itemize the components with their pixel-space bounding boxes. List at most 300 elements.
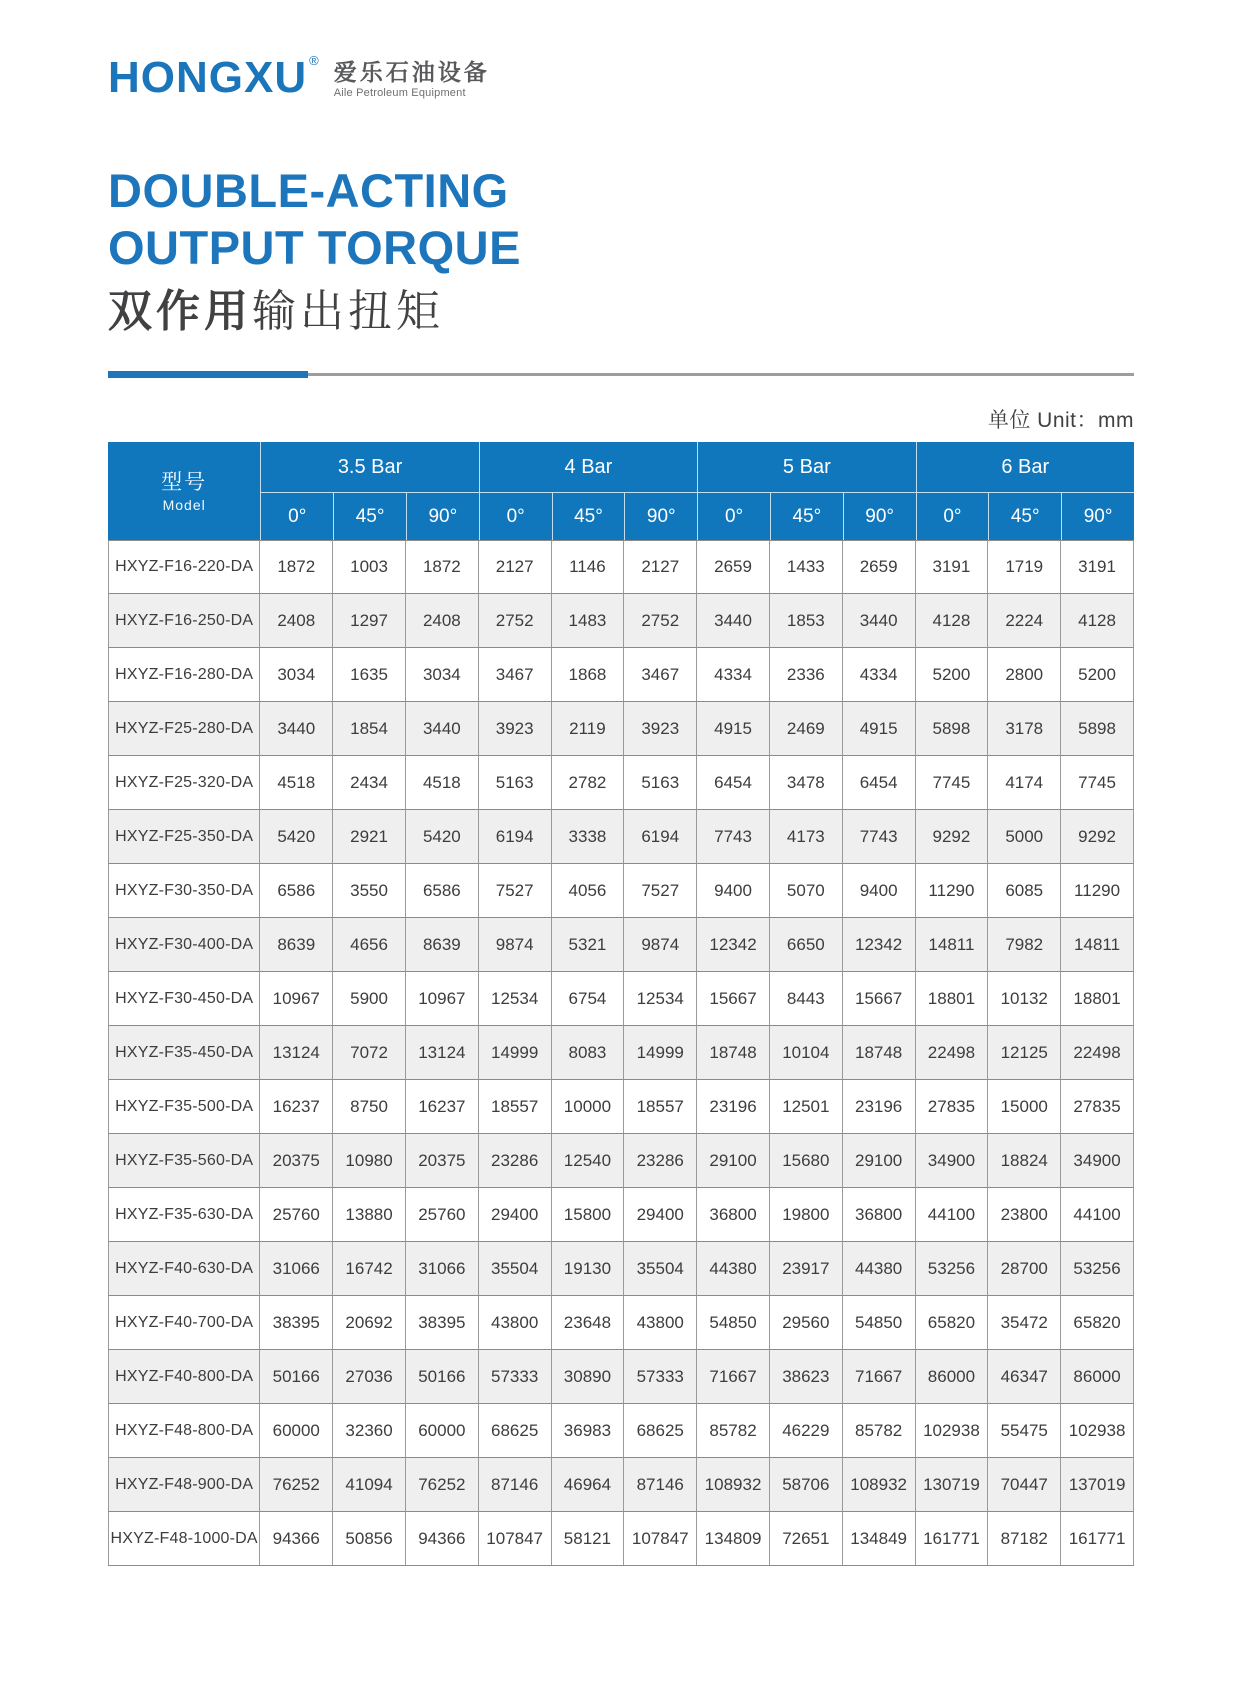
model-cell: HXYZ-F40-630-DA [108,1242,260,1296]
angle-header-0: 0° [916,492,989,540]
value-cell: 7745 [1061,756,1134,810]
value-cell: 5163 [479,756,552,810]
model-header-cn: 型号 [161,470,208,494]
value-cell: 53256 [916,1242,989,1296]
logo-subtext-block [334,60,490,100]
value-cell: 4056 [552,864,625,918]
value-cell: 38395 [260,1296,333,1350]
value-cell: 102938 [1061,1404,1134,1458]
value-cell: 41094 [333,1458,406,1512]
model-cell: HXYZ-F35-500-DA [108,1080,260,1134]
value-cell: 65820 [916,1296,989,1350]
value-cell: 72651 [770,1512,843,1566]
value-cell: 57333 [624,1350,697,1404]
value-cell: 46964 [552,1458,625,1512]
value-cell: 1854 [333,702,406,756]
value-cell: 94366 [260,1512,333,1566]
model-cell: HXYZ-F30-350-DA [108,864,260,918]
value-cell: 3440 [697,594,770,648]
value-cell: 12125 [988,1026,1061,1080]
logo-text: HONGXU [108,53,308,102]
table-body [108,540,1134,1566]
value-cell: 65820 [1061,1296,1134,1350]
value-cell: 9874 [624,918,697,972]
angle-header-45: 45° [988,492,1061,540]
angle-header-0: 0° [479,492,552,540]
value-cell: 36983 [552,1404,625,1458]
title-chinese-bold: 双作用 [108,286,252,336]
value-cell: 6586 [406,864,479,918]
value-cell: 58706 [770,1458,843,1512]
value-cell: 107847 [479,1512,552,1566]
value-cell: 9874 [479,918,552,972]
value-cell: 53256 [1061,1242,1134,1296]
value-cell: 19130 [552,1242,625,1296]
table-row [108,918,1134,972]
value-cell: 68625 [479,1404,552,1458]
value-cell: 5163 [624,756,697,810]
value-cell: 3338 [552,810,625,864]
value-cell: 54850 [843,1296,916,1350]
value-cell: 7745 [916,756,989,810]
value-cell: 3923 [624,702,697,756]
value-cell: 1868 [552,648,625,702]
value-cell: 12342 [697,918,770,972]
value-cell: 134809 [697,1512,770,1566]
value-cell: 57333 [479,1350,552,1404]
value-cell: 5321 [552,918,625,972]
value-cell: 2659 [843,540,916,594]
value-cell: 3034 [406,648,479,702]
model-cell: HXYZ-F48-900-DA [108,1458,260,1512]
logo-english-name: Aile Petroleum Equipment [333,87,466,99]
angle-header-90: 90° [1061,492,1134,540]
model-cell: HXYZ-F30-450-DA [108,972,260,1026]
model-cell: HXYZ-F25-350-DA [108,810,260,864]
value-cell: 102938 [916,1404,989,1458]
value-cell: 23917 [770,1242,843,1296]
value-cell: 60000 [406,1404,479,1458]
value-cell: 27835 [1061,1080,1134,1134]
value-cell: 44100 [916,1188,989,1242]
value-cell: 10104 [770,1026,843,1080]
value-cell: 46229 [770,1404,843,1458]
value-cell: 31066 [260,1242,333,1296]
title-line-1: DOUBLE-ACTING [108,164,509,217]
value-cell: 7527 [624,864,697,918]
value-cell: 7743 [843,810,916,864]
value-cell: 25760 [260,1188,333,1242]
model-cell: HXYZ-F16-220-DA [108,540,260,594]
value-cell: 4334 [697,648,770,702]
value-cell: 18748 [843,1026,916,1080]
pressure-group-3-5-bar: 3.5 Bar [260,442,478,492]
model-header-en: Model [162,496,206,513]
page-title [108,162,1134,337]
value-cell: 1433 [770,540,843,594]
value-cell: 36800 [697,1188,770,1242]
value-cell: 23800 [988,1188,1061,1242]
value-cell: 20375 [260,1134,333,1188]
value-cell: 2127 [479,540,552,594]
value-cell: 2800 [988,648,1061,702]
value-cell: 1483 [552,594,625,648]
model-cell: HXYZ-F48-800-DA [108,1404,260,1458]
value-cell: 4518 [406,756,479,810]
value-cell: 7743 [697,810,770,864]
value-cell: 13880 [333,1188,406,1242]
value-cell: 9400 [697,864,770,918]
value-cell: 76252 [260,1458,333,1512]
value-cell: 23648 [552,1296,625,1350]
value-cell: 5900 [333,972,406,1026]
value-cell: 22498 [1061,1026,1134,1080]
value-cell: 50166 [260,1350,333,1404]
table-row [108,1242,1134,1296]
value-cell: 3191 [1061,540,1134,594]
value-cell: 10980 [333,1134,406,1188]
page-content [108,0,1134,1566]
pressure-group-6-bar: 6 Bar [916,442,1134,492]
value-cell: 2119 [552,702,625,756]
value-cell: 5420 [260,810,333,864]
value-cell: 32360 [333,1404,406,1458]
value-cell: 54850 [697,1296,770,1350]
unit-label: 单位 Unit：mm [987,409,1134,433]
value-cell: 35504 [479,1242,552,1296]
value-cell: 18557 [479,1080,552,1134]
value-cell: 4915 [843,702,916,756]
value-cell: 87146 [624,1458,697,1512]
value-cell: 18801 [916,972,989,1026]
title-chinese-rest: 输出扭矩 [252,286,444,336]
value-cell: 2224 [988,594,1061,648]
value-cell: 8083 [552,1026,625,1080]
value-cell: 34900 [916,1134,989,1188]
value-cell: 50856 [333,1512,406,1566]
angle-header-90: 90° [406,492,479,540]
value-cell: 18801 [1061,972,1134,1026]
value-cell: 43800 [624,1296,697,1350]
value-cell: 15000 [988,1080,1061,1134]
pressure-group-5-bar: 5 Bar [697,442,915,492]
value-cell: 5000 [988,810,1061,864]
pressure-group-4-bar: 4 Bar [479,442,697,492]
value-cell: 23196 [697,1080,770,1134]
logo-wordmark [108,53,320,102]
value-cell: 94366 [406,1512,479,1566]
value-cell: 87146 [479,1458,552,1512]
table-row [108,594,1134,648]
value-cell: 8443 [770,972,843,1026]
value-cell: 4128 [1061,594,1134,648]
value-cell: 7982 [988,918,1061,972]
value-cell: 11290 [1061,864,1134,918]
value-cell: 107847 [624,1512,697,1566]
value-cell: 29100 [697,1134,770,1188]
value-cell: 44380 [697,1242,770,1296]
value-cell: 5200 [916,648,989,702]
value-cell: 130719 [916,1458,989,1512]
value-cell: 15680 [770,1134,843,1188]
model-cell: HXYZ-F16-250-DA [108,594,260,648]
value-cell: 6754 [552,972,625,1026]
value-cell: 22498 [916,1026,989,1080]
value-cell: 50166 [406,1350,479,1404]
table-header [108,442,1134,540]
angle-header-90: 90° [624,492,697,540]
value-cell: 7072 [333,1026,406,1080]
value-cell: 44100 [1061,1188,1134,1242]
value-cell: 15800 [552,1188,625,1242]
value-cell: 5898 [916,702,989,756]
value-cell: 3467 [624,648,697,702]
title-chinese [108,287,1134,338]
value-cell: 2782 [552,756,625,810]
value-cell: 35472 [988,1296,1061,1350]
value-cell: 86000 [1061,1350,1134,1404]
model-cell: HXYZ-F35-450-DA [108,1026,260,1080]
value-cell: 8639 [260,918,333,972]
value-cell: 11290 [916,864,989,918]
pressure-group-row [108,442,1134,492]
value-cell: 6194 [479,810,552,864]
value-cell: 2408 [260,594,333,648]
table-row [108,1188,1134,1242]
model-cell: HXYZ-F25-280-DA [108,702,260,756]
value-cell: 55475 [988,1404,1061,1458]
value-cell: 12534 [479,972,552,1026]
divider-accent-bar [108,371,308,378]
value-cell: 4173 [770,810,843,864]
model-cell: HXYZ-F40-800-DA [108,1350,260,1404]
value-cell: 23286 [479,1134,552,1188]
value-cell: 2921 [333,810,406,864]
value-cell: 3440 [260,702,333,756]
value-cell: 58121 [552,1512,625,1566]
table-row [108,648,1134,702]
value-cell: 70447 [988,1458,1061,1512]
title-line-2: OUTPUT TORQUE [108,221,521,275]
value-cell: 71667 [697,1350,770,1404]
value-cell: 1872 [260,540,333,594]
torque-table [108,442,1134,1566]
value-cell: 6454 [697,756,770,810]
value-cell: 10000 [552,1080,625,1134]
value-cell: 19800 [770,1188,843,1242]
brand-logo [108,0,1134,100]
model-cell: HXYZ-F40-700-DA [108,1296,260,1350]
value-cell: 8750 [333,1080,406,1134]
value-cell: 44380 [843,1242,916,1296]
value-cell: 68625 [624,1404,697,1458]
value-cell: 161771 [916,1512,989,1566]
value-cell: 1853 [770,594,843,648]
table-row [108,1080,1134,1134]
table-row [108,1512,1134,1566]
model-cell: HXYZ-F35-560-DA [108,1134,260,1188]
value-cell: 12501 [770,1080,843,1134]
value-cell: 14999 [624,1026,697,1080]
value-cell: 31066 [406,1242,479,1296]
value-cell: 23196 [843,1080,916,1134]
value-cell: 85782 [843,1404,916,1458]
value-cell: 20375 [406,1134,479,1188]
value-cell: 12540 [552,1134,625,1188]
value-cell: 10967 [260,972,333,1026]
value-cell: 30890 [552,1350,625,1404]
value-cell: 1146 [552,540,625,594]
value-cell: 14999 [479,1026,552,1080]
model-cell: HXYZ-F35-630-DA [108,1188,260,1242]
value-cell: 25760 [406,1188,479,1242]
unit-row [108,404,1134,434]
value-cell: 13124 [260,1026,333,1080]
value-cell: 6650 [770,918,843,972]
value-cell: 4656 [333,918,406,972]
value-cell: 3923 [479,702,552,756]
value-cell: 20692 [333,1296,406,1350]
value-cell: 87182 [988,1512,1061,1566]
value-cell: 16742 [333,1242,406,1296]
value-cell: 2408 [406,594,479,648]
value-cell: 6085 [988,864,1061,918]
value-cell: 12342 [843,918,916,972]
value-cell: 10967 [406,972,479,1026]
value-cell: 1635 [333,648,406,702]
value-cell: 38395 [406,1296,479,1350]
value-cell: 15667 [843,972,916,1026]
value-cell: 108932 [697,1458,770,1512]
value-cell: 46347 [988,1350,1061,1404]
table-row [108,756,1134,810]
value-cell: 6454 [843,756,916,810]
table-row [108,1458,1134,1512]
value-cell: 3191 [916,540,989,594]
value-cell: 6586 [260,864,333,918]
value-cell: 1719 [988,540,1061,594]
angle-header-0: 0° [260,492,333,540]
value-cell: 4334 [843,648,916,702]
value-cell: 3440 [843,594,916,648]
model-cell: HXYZ-F25-320-DA [108,756,260,810]
value-cell: 3034 [260,648,333,702]
value-cell: 71667 [843,1350,916,1404]
value-cell: 23286 [624,1134,697,1188]
value-cell: 13124 [406,1026,479,1080]
model-cell: HXYZ-F30-400-DA [108,918,260,972]
value-cell: 7527 [479,864,552,918]
section-divider [108,371,1134,378]
value-cell: 6194 [624,810,697,864]
value-cell: 29400 [479,1188,552,1242]
value-cell: 4915 [697,702,770,756]
value-cell: 161771 [1061,1512,1134,1566]
value-cell: 9400 [843,864,916,918]
value-cell: 2469 [770,702,843,756]
value-cell: 1872 [406,540,479,594]
value-cell: 29100 [843,1134,916,1188]
value-cell: 38623 [770,1350,843,1404]
value-cell: 12534 [624,972,697,1026]
value-cell: 28700 [988,1242,1061,1296]
value-cell: 2752 [479,594,552,648]
value-cell: 3178 [988,702,1061,756]
value-cell: 3478 [770,756,843,810]
value-cell: 5070 [770,864,843,918]
value-cell: 15667 [697,972,770,1026]
value-cell: 4518 [260,756,333,810]
value-cell: 18557 [624,1080,697,1134]
table-row [108,702,1134,756]
value-cell: 14811 [916,918,989,972]
table-row [108,1296,1134,1350]
value-cell: 18748 [697,1026,770,1080]
value-cell: 2336 [770,648,843,702]
value-cell: 43800 [479,1296,552,1350]
value-cell: 5200 [1061,648,1134,702]
model-column-header [108,442,260,540]
value-cell: 85782 [697,1404,770,1458]
registered-trademark-icon: ® [309,53,320,68]
value-cell: 35504 [624,1242,697,1296]
value-cell: 76252 [406,1458,479,1512]
table-row [108,864,1134,918]
value-cell: 1297 [333,594,406,648]
logo-chinese-name: 爱乐石油设备 [333,58,490,85]
value-cell: 2434 [333,756,406,810]
value-cell: 14811 [1061,918,1134,972]
value-cell: 8639 [406,918,479,972]
table-row [108,1404,1134,1458]
value-cell: 29400 [624,1188,697,1242]
model-cell: HXYZ-F16-280-DA [108,648,260,702]
value-cell: 4174 [988,756,1061,810]
value-cell: 27036 [333,1350,406,1404]
angle-header-45: 45° [552,492,625,540]
table-row [108,810,1134,864]
value-cell: 9292 [1061,810,1134,864]
divider-gray-line [308,373,1134,376]
value-cell: 1003 [333,540,406,594]
value-cell: 18824 [988,1134,1061,1188]
value-cell: 34900 [1061,1134,1134,1188]
value-cell: 5420 [406,810,479,864]
table-row [108,1134,1134,1188]
table-row [108,1026,1134,1080]
angle-header-row [108,492,1134,540]
value-cell: 3550 [333,864,406,918]
value-cell: 16237 [260,1080,333,1134]
table-row [108,540,1134,594]
value-cell: 10132 [988,972,1061,1026]
value-cell: 2127 [624,540,697,594]
value-cell: 60000 [260,1404,333,1458]
value-cell: 3467 [479,648,552,702]
value-cell: 86000 [916,1350,989,1404]
angle-header-45: 45° [770,492,843,540]
value-cell: 29560 [770,1296,843,1350]
value-cell: 3440 [406,702,479,756]
value-cell: 5898 [1061,702,1134,756]
model-cell: HXYZ-F48-1000-DA [108,1512,260,1566]
value-cell: 27835 [916,1080,989,1134]
value-cell: 36800 [843,1188,916,1242]
value-cell: 2752 [624,594,697,648]
value-cell: 4128 [916,594,989,648]
value-cell: 16237 [406,1080,479,1134]
value-cell: 134849 [843,1512,916,1566]
